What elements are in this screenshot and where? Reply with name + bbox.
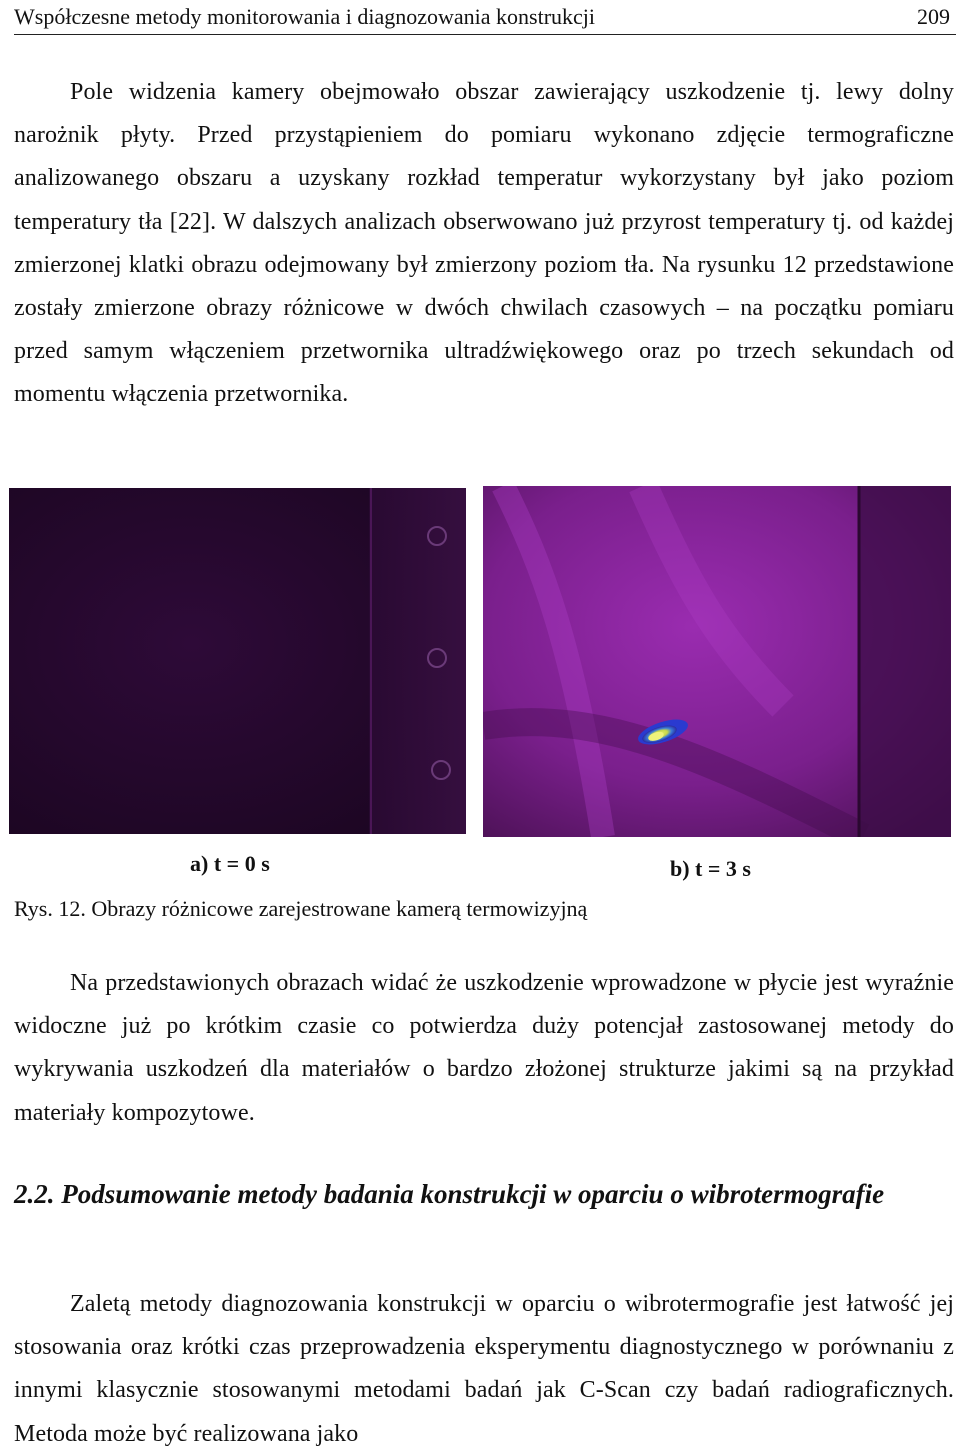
section-number: 2.2. — [14, 1179, 55, 1209]
figure-label-b: b) t = 3 s — [670, 856, 751, 881]
figure-caption: Rys. 12. Obrazy różnicowe zarejestrowane kamerą termowizyjną — [14, 896, 588, 921]
thermogram-image-b — [483, 486, 951, 837]
section-title: Podsumowanie metody badania konstrukcji w oparciu o wibrotermografie — [61, 1179, 885, 1209]
page-number: 209 — [917, 4, 950, 29]
figure-label-a: a) t = 0 s — [190, 851, 270, 876]
section-heading — [14, 1177, 914, 1212]
running-header — [14, 0, 956, 35]
paragraph-summary: Zaletą metody diagnozowania konstrukcji w oparciu o wibrotermografie jest łatwość jej stosowania oraz krótki czas przeprowadzenia eksperymentu diagnostycznego w porównaniu z innymi klasycznie stosowanymi metodami badań jak C-Scan czy badań radiograficznych. Metoda może być realizowana jako — [14, 1291, 954, 1447]
header-title: Współczesne metody monitorowania i diagnozowania konstrukcji — [14, 4, 596, 29]
thermogram-image-a — [9, 488, 466, 834]
paragraph-intro: Pole widzenia kamery obejmowało obszar zawierający uszkodzenie tj. lewy dolny narożnik płyty. Przed przystąpieniem do pomiaru wykonano zdjęcie termograficzne analizowanego obszaru a uzyskany rozkład temperatur wykorzystany był jako poziom temperatury tła [22]. W dalszych analizach obserwowano już przyrost temperatury tj. od każdej zmierzonej klatki obrazu odejmowany był zmierzony poziom tła. Na rysunku 12 przedstawione zostały zmierzone obrazy różnicowe w dwóch chwilach czasowych – na początku pomiaru przed samym włączeniem przetwornika ultradźwiękowego oraz po trzech sekundach od momentu włączenia przetwornika. — [14, 79, 954, 408]
paragraph-observation: Na przedstawionych obrazach widać że uszkodzenie wprowadzone w płycie jest wyraźnie widoczne już po krótkim czasie co potwierdza duży potencjał zastosowanej metody do wykrywania uszkodzeń dla materiałów o bardzo złożonej strukturze jakimi są na przykład materiały kompozytowe. — [14, 970, 954, 1126]
